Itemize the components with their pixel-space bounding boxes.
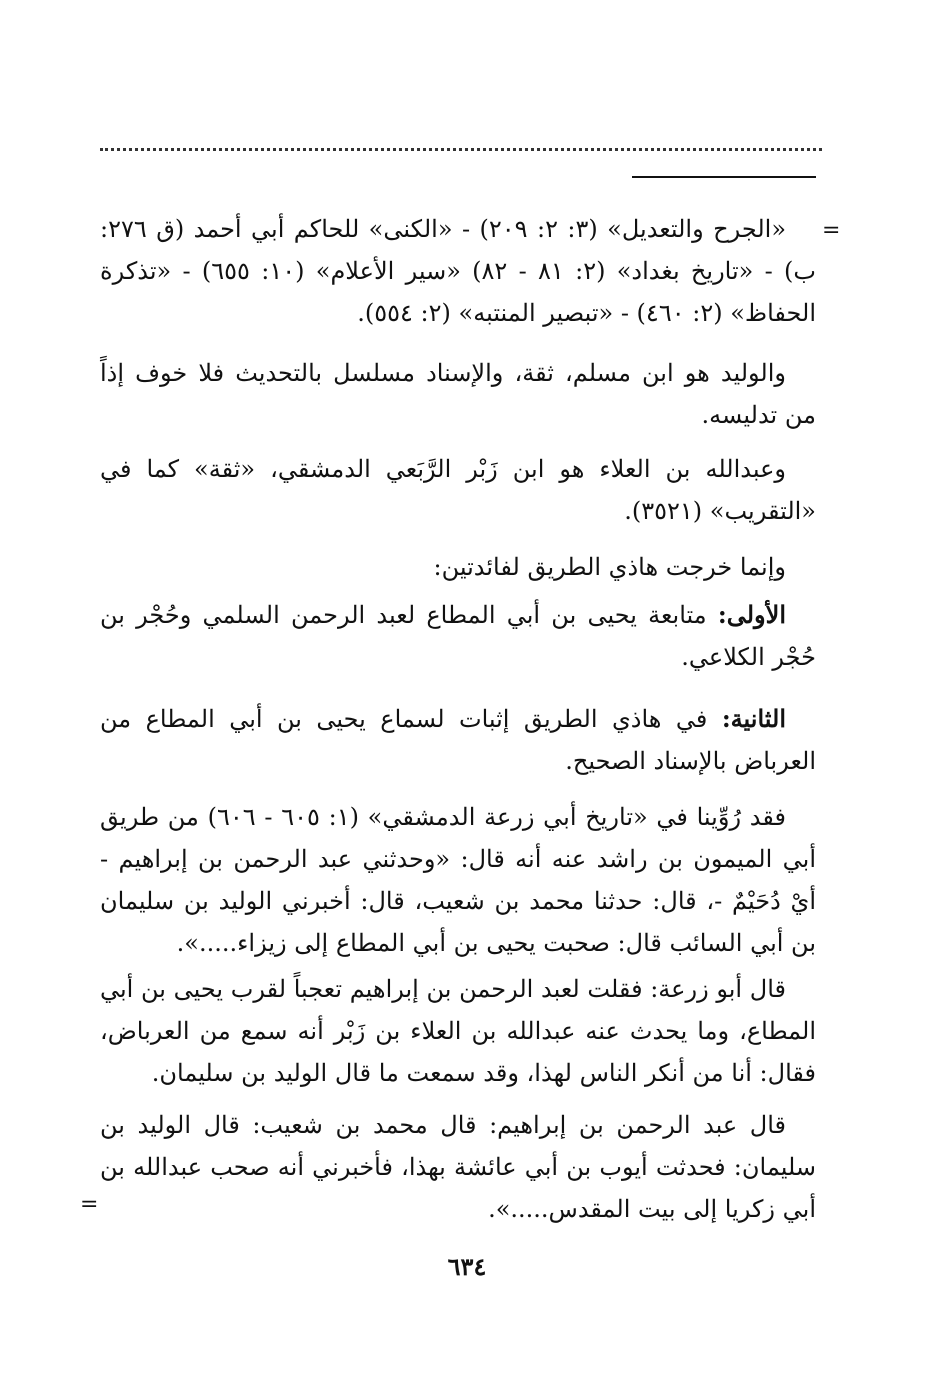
- paragraph-6-text: فقد رُوِّينا في «تاريخ أبي زرعة الدمشقي» (١: ٦٠٥ - ٦٠٦) من طريق أبي الميمون بن راشد عنه أنه قال: «وحدثني عبد الرحمن بن إبراهيم - أيْ دُحَيْمٌ -، قال: حدثنا محمد بن شعيب، قال: أخبرني الوليد بن سليمان بن أبي السائب قال: صحبت يحيى بن أبي المطاع إلى زيزاء.....».: [100, 803, 816, 957]
- paragraph-7: [100, 968, 816, 1094]
- footnote-continuation-mark: =: [822, 218, 841, 243]
- paragraph-8-text: قال عبد الرحمن بن إبراهيم: قال محمد بن شعيب: قال الوليد بن سليمان: فحدثت أيوب بن أبي عائشة بهذا، فأخبرني أنه صحب عبدالله بن أبي زكريا إلى بيت المقدس.....».: [100, 1111, 816, 1223]
- paragraph-8: [100, 1104, 816, 1230]
- footnote: [100, 208, 816, 334]
- paragraph-second-benefit-text: [100, 698, 816, 782]
- first-benefit-label: الأولى:: [717, 600, 786, 629]
- paragraph-2: [100, 448, 816, 532]
- paragraph-first-benefit: [100, 594, 816, 678]
- paragraph-3-text: وإنما خرجت هاذي الطريق لفائدتين:: [433, 553, 786, 581]
- paragraph-1: [100, 352, 816, 436]
- paragraph-2-text: وعبدالله بن العلاء هو ابن زَبْر الرَّبَعي الدمشقي، «ثقة» كما في «التقريب» (٣٥٢١).: [100, 455, 816, 525]
- paragraph-1-text: والوليد هو ابن مسلم، ثقة، والإسناد مسلسل بالتحديث فلا خوف إذاً من تدليسه.: [100, 359, 816, 429]
- paragraph-6: [100, 796, 816, 964]
- paragraph-second-benefit: [100, 698, 816, 782]
- footnote-text: «الجرح والتعديل» (٣: ٢: ٢٠٩) - «الكنى» للحاكم أبي أحمد (ق ٢٧٦: ب) - «تاريخ بغداد» (٢: ٨١ - ٨٢) «سير الأعلام» (١٠: ٦٥٥) - «تذكرة الحفاظ» (٢: ٤٦٠) - «تبصير المنتبه» (٢: ٥٥٤).: [100, 215, 817, 327]
- first-benefit-text: متابعة يحيى بن أبي المطاع لعبد الرحمن السلمي وحُجْر بن حُجْر الكلاعي.: [100, 601, 816, 671]
- paragraph-3: [100, 546, 816, 588]
- second-benefit-label: الثانية:: [721, 704, 786, 733]
- body-continuation-mark: =: [80, 1192, 99, 1217]
- paragraph-first-benefit-text: [100, 594, 816, 678]
- paragraph-7-text: قال أبو زرعة: فقلت لعبد الرحمن بن إبراهيم تعجباً لقرب يحيى بن أبي المطاع، وما يحدث عنه عبدالله بن العلاء بن زَبْر أنه سمع من العرباض، فقال: أنا من أنكر الناس لهذا، وقد سمعت ما قال الوليد بن سليمان.: [100, 975, 816, 1087]
- dotted-separator: [100, 140, 822, 151]
- footnote-rule: [632, 176, 816, 178]
- page-number: ٦٣٤: [447, 1252, 487, 1281]
- second-benefit-text: في هاذي الطريق إثبات لسماع يحيى بن أبي المطاع من العرباض بالإسناد الصحيح.: [100, 705, 816, 775]
